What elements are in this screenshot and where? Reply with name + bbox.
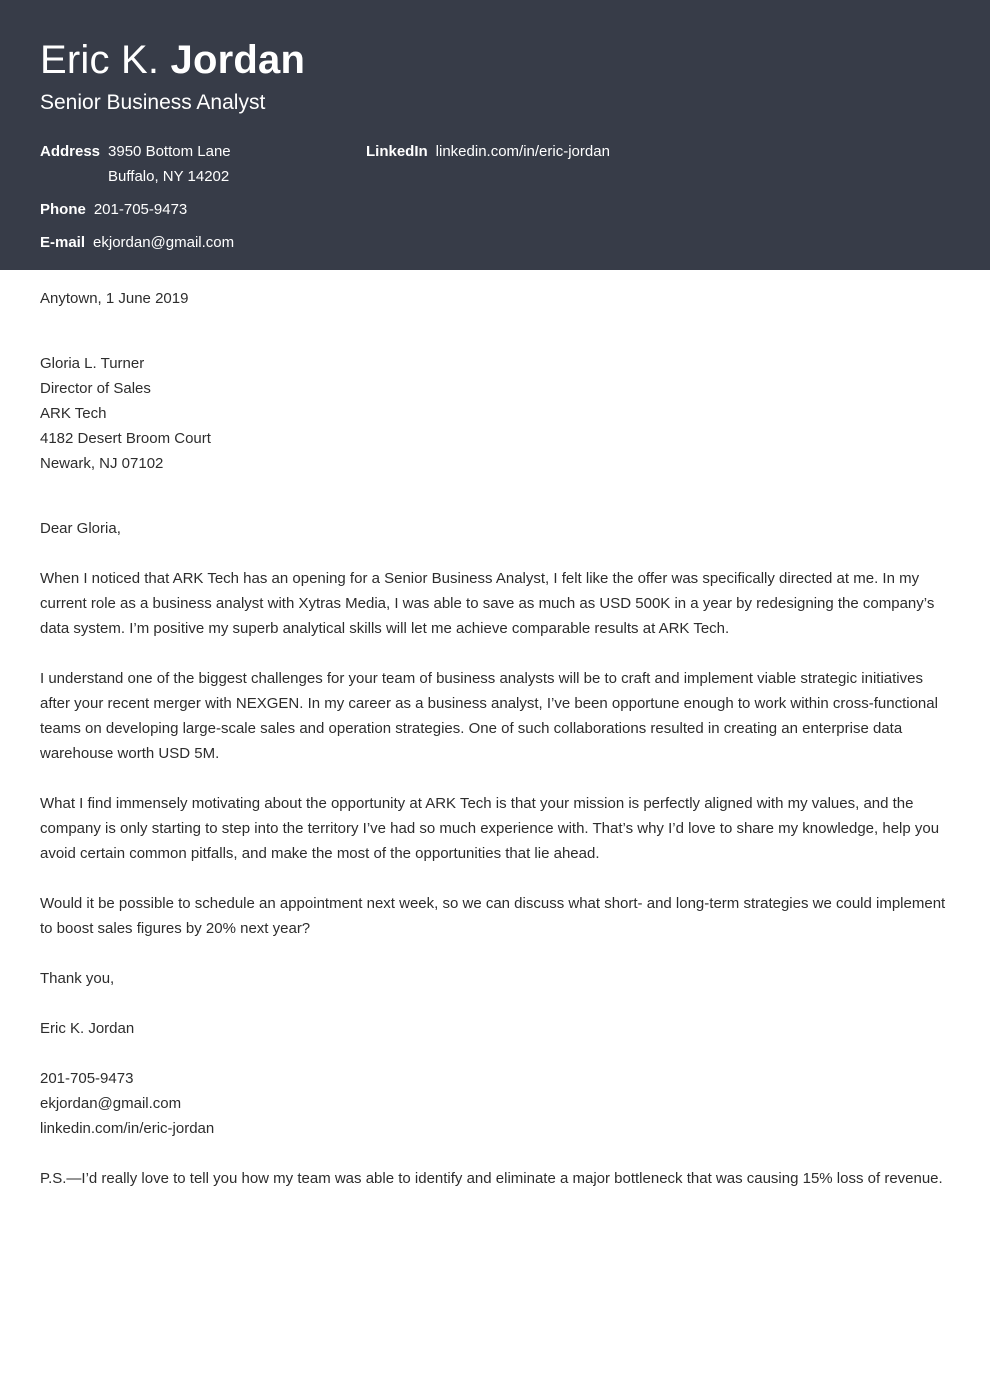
letter-body xyxy=(0,286,990,1191)
recipient-name: Gloria L. Turner xyxy=(40,355,145,372)
salutation: Dear Gloria, xyxy=(40,520,121,537)
linkedin-label: LinkedIn xyxy=(366,143,428,160)
signature-contact xyxy=(40,1066,950,1141)
recipient-street: 4182 Desert Broom Court xyxy=(40,430,211,447)
recipient-city: Newark, NJ 07102 xyxy=(40,455,164,472)
contact-address xyxy=(40,139,231,189)
address-value xyxy=(108,139,231,189)
linkedin-link[interactable]: linkedin.com/in/eric-jordan xyxy=(435,143,610,160)
signature-email[interactable]: ekjordan@gmail.com xyxy=(40,1095,182,1112)
paragraph-1: When I noticed that ARK Tech has an opening for a Senior Business Analyst, I felt like the offer was specifically directed at me. In my current role as a business analyst with Xytras Media, I was able to save as much as USD 500K in a year by redesigning the company’s data system. I’m positive my superb analytical skills will let me achieve comparable results at ARK Tech. xyxy=(40,570,935,637)
signature-name: Eric K. Jordan xyxy=(40,1020,135,1037)
letter-date: Anytown, 1 June 2019 xyxy=(40,290,189,307)
header-banner xyxy=(0,0,990,270)
contact-phone xyxy=(40,197,187,222)
closing: Thank you, xyxy=(40,970,115,987)
phone-label: Phone xyxy=(40,201,86,218)
paragraph-2: I understand one of the biggest challenges for your team of business analysts will be to craft and implement viable strategic initiatives after your recent merger with NEXGEN. In my career as a business analyst, I’ve been opportune enough to work within cross-functional teams on developing large-scale sales and operation strategies. One of such collaborations resulted in creating an enterprise data warehouse worth USD 5M. xyxy=(40,670,938,762)
applicant-name xyxy=(40,36,950,84)
last-name: Jordan xyxy=(170,38,306,82)
signature-linkedin[interactable]: linkedin.com/in/eric-jordan xyxy=(40,1120,215,1137)
address-line2: Buffalo, NY 14202 xyxy=(108,168,230,185)
paragraph-4: Would it be possible to schedule an appointment next week, so we can discuss what short- and long-term strategies we could implement to boost sales figures by 20% next year? xyxy=(40,895,946,937)
address-label: Address xyxy=(40,143,101,160)
paragraph-3: What I find immensely motivating about the opportunity at ARK Tech is that your mission is perfectly aligned with my values, and the company is only starting to step into the territory I’ve had so much experience with. That’s why I’d love to share my knowledge, help you avoid certain common pitfalls, and make the most of the opportunities that lie ahead. xyxy=(40,795,940,862)
address-line1: 3950 Bottom Lane xyxy=(108,143,231,160)
phone-value: 201-705-9473 xyxy=(93,201,188,218)
recipient-block xyxy=(40,351,950,476)
email-label: E-mail xyxy=(40,234,86,251)
contact-linkedin xyxy=(366,139,610,164)
postscript: P.S.—I’d really love to tell you how my team was able to identify and eliminate a major bottleneck that was causing 15% loss of revenue. xyxy=(40,1170,943,1187)
signature-phone: 201-705-9473 xyxy=(40,1070,134,1087)
recipient-company: ARK Tech xyxy=(40,405,107,422)
first-name: Eric K. xyxy=(40,38,160,82)
email-link[interactable]: ekjordan@gmail.com xyxy=(93,234,235,251)
contact-email xyxy=(40,230,234,255)
job-title: Senior Business Analyst xyxy=(40,91,266,114)
recipient-title: Director of Sales xyxy=(40,380,151,397)
